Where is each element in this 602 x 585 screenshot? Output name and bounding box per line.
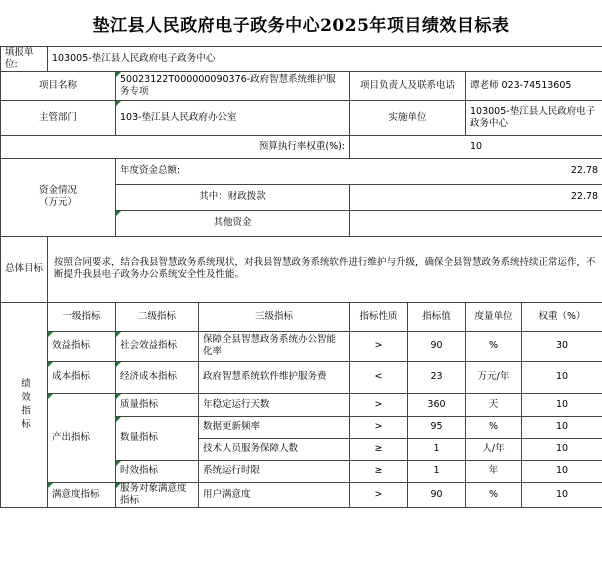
funds-fiscal-value: 22.78 bbox=[350, 184, 602, 210]
row-l3: 用户满意度 bbox=[199, 482, 350, 507]
row-weight: 10 bbox=[522, 416, 602, 438]
row-op: > bbox=[350, 416, 408, 438]
funds-label: 资金情况 （万元） bbox=[1, 158, 116, 236]
table-row bbox=[1, 482, 602, 507]
funds-fiscal-label: 其中：财政拨款 bbox=[116, 184, 350, 210]
row-l2: 数量指标 bbox=[116, 416, 199, 460]
header-l2: 二级指标 bbox=[116, 302, 199, 331]
header-val: 指标值 bbox=[408, 302, 466, 331]
row-unit: 万元/年 bbox=[466, 361, 522, 393]
funds-total-value: 22.78 bbox=[570, 165, 599, 177]
filler-value: 103005-垫江县人民政府电子政务中心 bbox=[48, 47, 602, 72]
header-l3: 三级指标 bbox=[199, 302, 350, 331]
goal-label: 总体目标 bbox=[1, 236, 48, 302]
performance-target-table bbox=[0, 46, 602, 508]
row-l2: 服务对象满意度指标 bbox=[116, 482, 199, 507]
row-l3: 政府智慧系统软件维护服务费 bbox=[199, 361, 350, 393]
row-l2: 社会效益指标 bbox=[116, 331, 199, 361]
row-val: 90 bbox=[408, 331, 466, 361]
row-op: > bbox=[350, 331, 408, 361]
row-l1: 成本指标 bbox=[48, 361, 116, 393]
row-l3: 保障全县智慧政务系统办公智能化率 bbox=[199, 331, 350, 361]
perf-label: 绩效指标 bbox=[18, 377, 30, 432]
row-l3: 年稳定运行天数 bbox=[199, 393, 350, 416]
row-l3: 数据更新频率 bbox=[199, 416, 350, 438]
table-row bbox=[1, 331, 602, 361]
dept-value: 103-垫江县人民政府办公室 bbox=[116, 100, 350, 135]
row-l1: 效益指标 bbox=[48, 331, 116, 361]
table-row bbox=[1, 393, 602, 416]
project-owner-label: 项目负责人及联系电话 bbox=[350, 71, 466, 100]
row-weight: 10 bbox=[522, 361, 602, 393]
row-l2: 质量指标 bbox=[116, 393, 199, 416]
row-l2: 时效指标 bbox=[116, 460, 199, 482]
row-weight: 10 bbox=[522, 460, 602, 482]
row-op: > bbox=[350, 482, 408, 507]
row-op: > bbox=[350, 393, 408, 416]
row-val: 1 bbox=[408, 460, 466, 482]
header-l1: 一级指标 bbox=[48, 302, 116, 331]
impl-label: 实施单位 bbox=[350, 100, 466, 135]
row-val: 23 bbox=[408, 361, 466, 393]
goal-text: 按照合同要求，结合我县智慧政务系统现状，对我县智慧政务系统软件进行维护与升级，确保全县智慧政务系统持续正常运作，不断提升我县电子政务办公系统安全性及性能。 bbox=[48, 236, 602, 302]
header-unit: 度量单位 bbox=[466, 302, 522, 331]
row-unit: 年 bbox=[466, 460, 522, 482]
row-val: 1 bbox=[408, 438, 466, 460]
row-l2: 经济成本指标 bbox=[116, 361, 199, 393]
row-unit: % bbox=[466, 416, 522, 438]
row-op: < bbox=[350, 361, 408, 393]
perf-label-cell bbox=[1, 302, 48, 507]
row-l1: 产出指标 bbox=[48, 393, 116, 482]
row-weight: 10 bbox=[522, 438, 602, 460]
filler-label: 填报单位: bbox=[1, 47, 48, 72]
row-unit: % bbox=[466, 331, 522, 361]
row-l1: 满意度指标 bbox=[48, 482, 116, 507]
budget-weight-label: 预算执行率权重(%): bbox=[1, 135, 350, 158]
row-unit: 人/年 bbox=[466, 438, 522, 460]
header-weight: 权重（%） bbox=[522, 302, 602, 331]
project-name-value: 50023122T000000090376-政府智慧系统维护服务专项 bbox=[116, 71, 350, 100]
row-val: 90 bbox=[408, 482, 466, 507]
funds-total-label: 年度资金总额: bbox=[120, 165, 181, 177]
dept-label: 主管部门 bbox=[1, 100, 116, 135]
funds-total-row bbox=[116, 158, 602, 184]
impl-value: 103005-垫江县人民政府电子政务中心 bbox=[466, 100, 602, 135]
project-owner-value: 谭老师 023-74513605 bbox=[466, 71, 602, 100]
row-unit: 天 bbox=[466, 393, 522, 416]
header-op: 指标性质 bbox=[350, 302, 408, 331]
row-val: 360 bbox=[408, 393, 466, 416]
row-op: ≥ bbox=[350, 438, 408, 460]
funds-other-value bbox=[350, 210, 602, 236]
page-title: 垫江县人民政府电子政务中心2025年项目绩效目标表 bbox=[92, 15, 510, 36]
project-name-label: 项目名称 bbox=[1, 71, 116, 100]
table-row bbox=[1, 361, 602, 393]
row-val: 95 bbox=[408, 416, 466, 438]
row-op: ≥ bbox=[350, 460, 408, 482]
row-weight: 10 bbox=[522, 393, 602, 416]
row-l3: 系统运行时限 bbox=[199, 460, 350, 482]
budget-weight-value: 10 bbox=[350, 135, 602, 158]
row-weight: 30 bbox=[522, 331, 602, 361]
row-unit: % bbox=[466, 482, 522, 507]
row-l3: 技术人员服务保障人数 bbox=[199, 438, 350, 460]
row-weight: 10 bbox=[522, 482, 602, 507]
funds-other-label: 其他资金 bbox=[116, 210, 350, 236]
